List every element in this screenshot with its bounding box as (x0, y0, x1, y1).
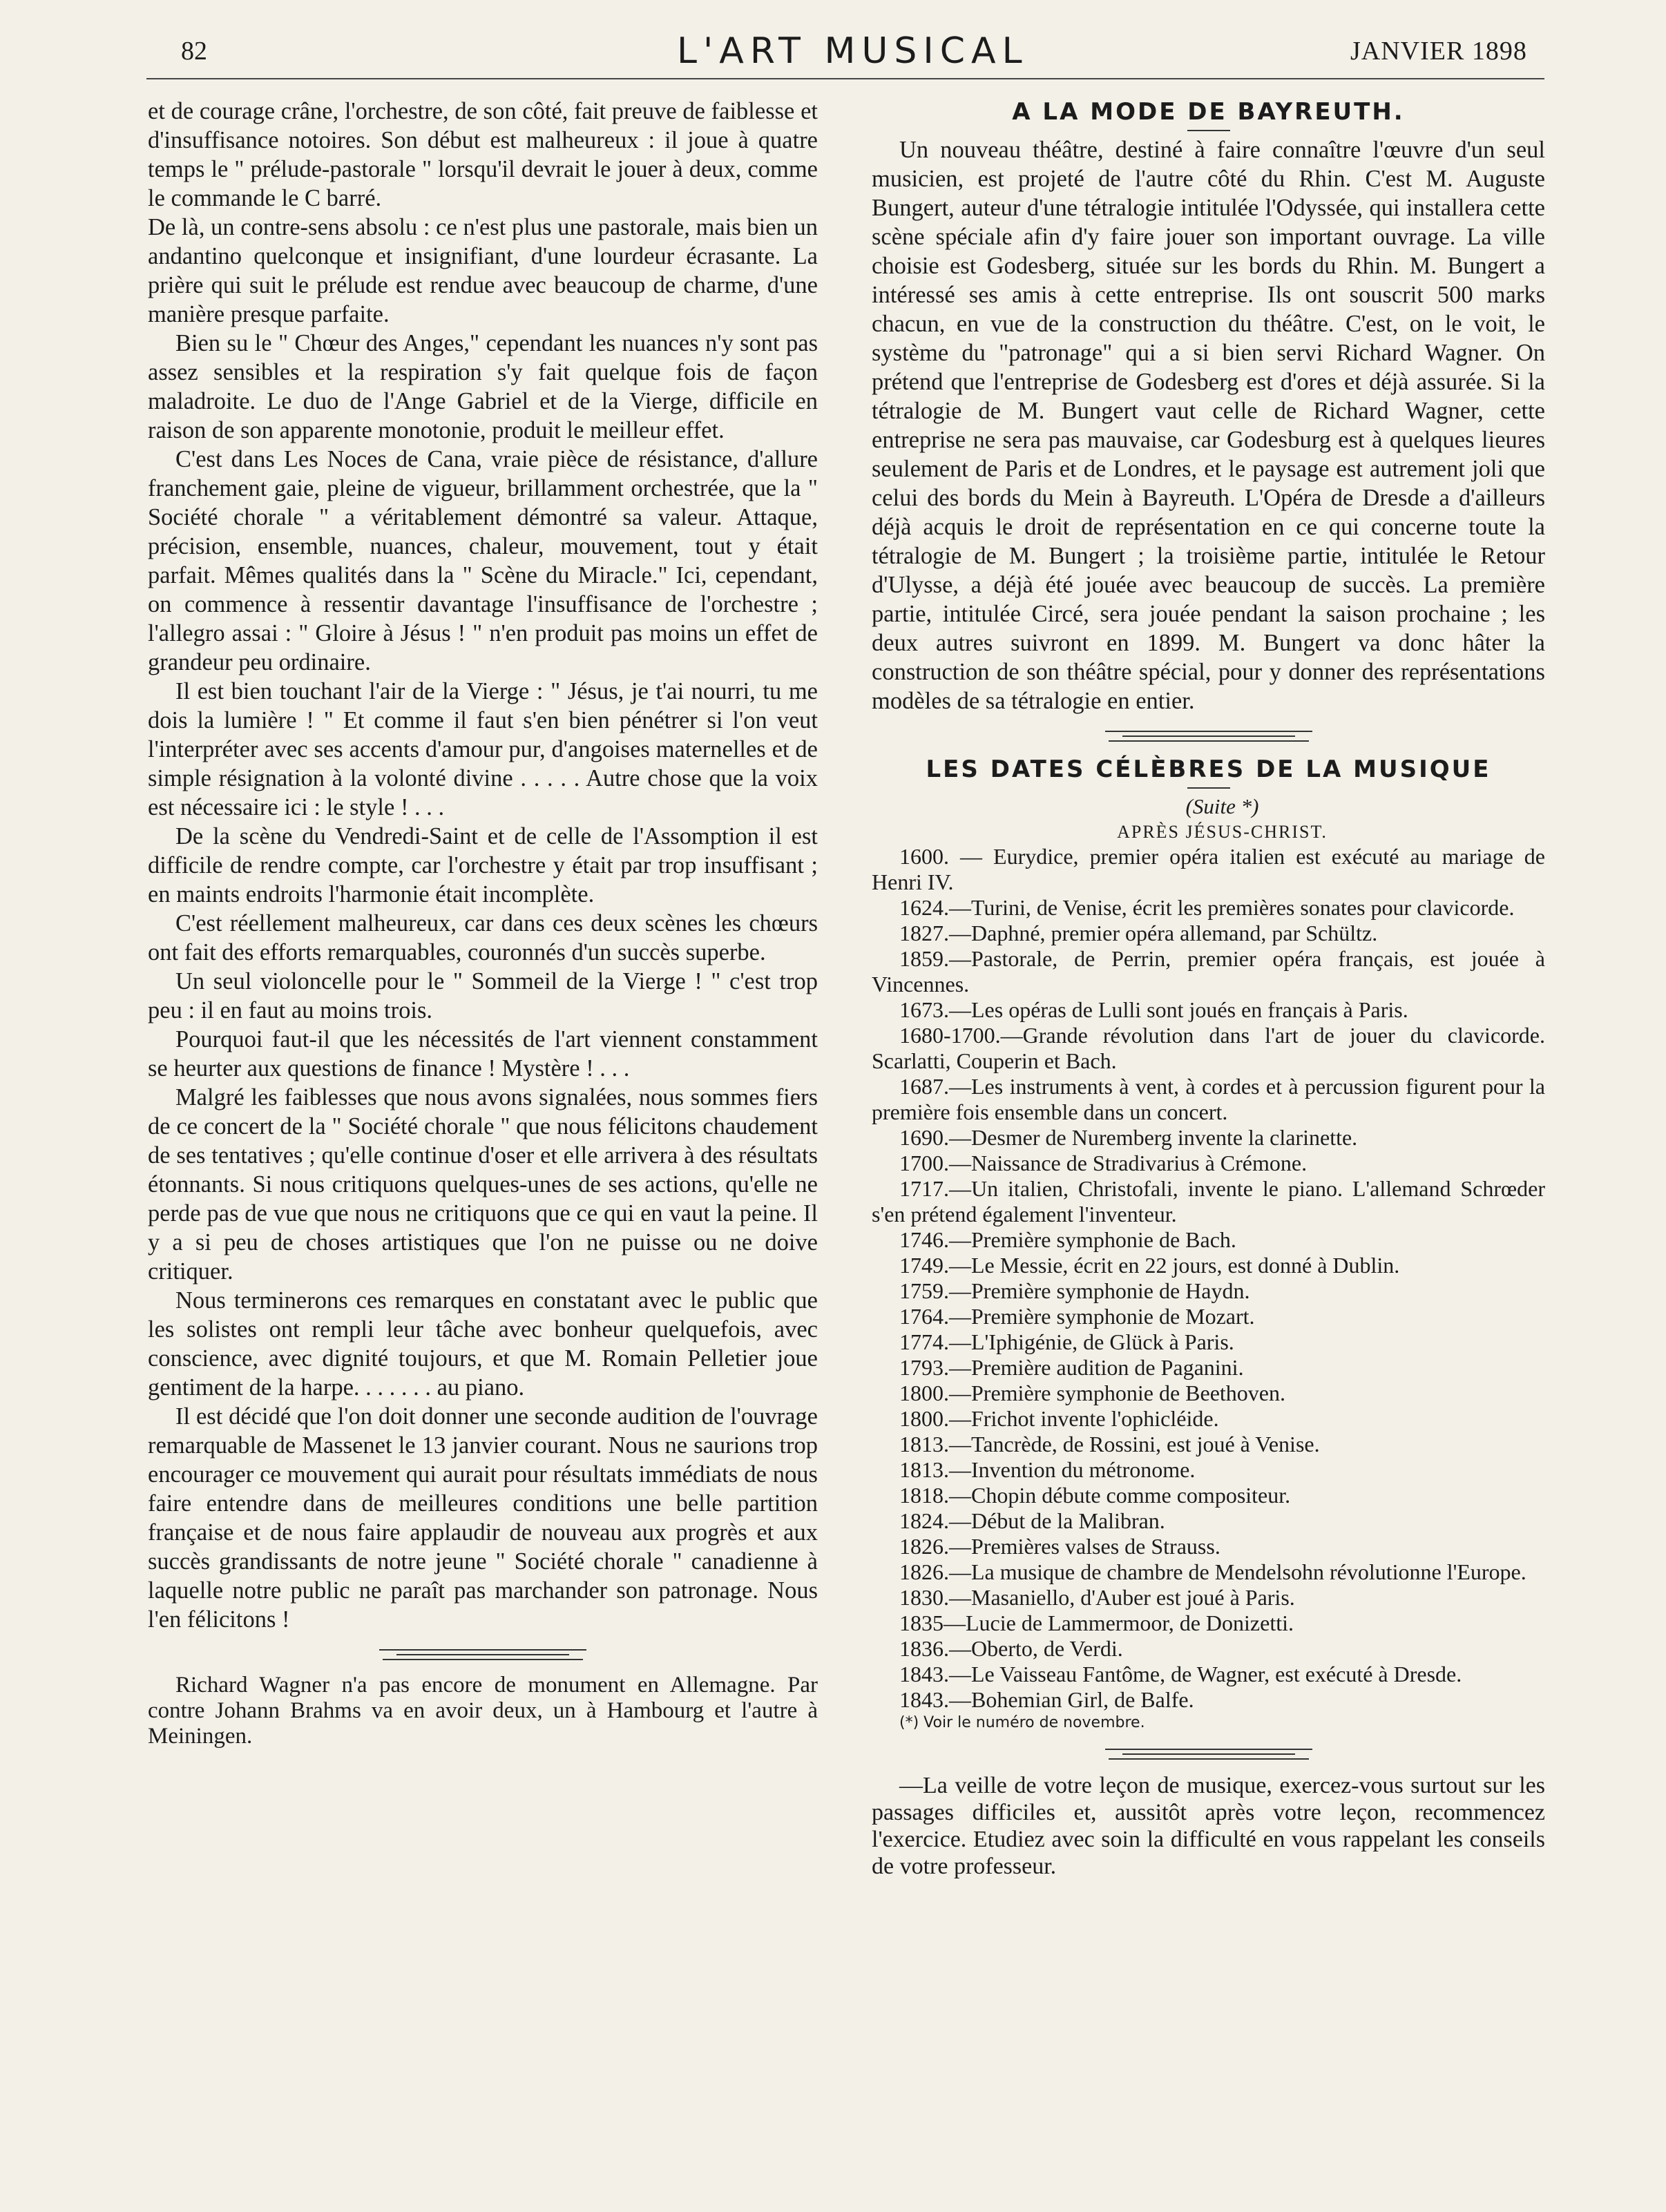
suite-note: (Suite *) (1185, 794, 1259, 818)
date-entry: 1835—Lucie de Lammermoor, de Donizetti. (899, 1610, 1294, 1635)
date-entry: 1800.—Première symphonie de Beethoven. (899, 1381, 1285, 1405)
date-entry: 1717.—Un italien, Christofali, invente le piano. L'allemand Schrœder s'en prétend également l'inventeur. (872, 1176, 1545, 1227)
date-entry: 1818.—Chopin débute comme compositeur. (899, 1483, 1291, 1508)
paragraph: C'est réellement malheureux, car dans ces deux scènes les chœurs ont fait des efforts remarquables, couronnés d'un succès superbe. (148, 910, 818, 965)
left-column (148, 97, 818, 1749)
paragraph: Un seul violoncelle pour le " Sommeil de la Vierge ! " c'est trop peu : il en faut au moins trois. (148, 968, 818, 1023)
date-entry: 1827.—Daphné, premier opéra allemand, par Schültz. (899, 921, 1378, 945)
date-entry: 1859.—Pastorale, de Perrin, premier opéra français, est jouée à Vincennes. (872, 946, 1545, 997)
page-header (0, 0, 1666, 76)
paragraph: Pourquoi faut-il que les nécessités de l'art viennent constamment se heurter aux questions de finance ! Mystère ! . . . (148, 1026, 818, 1081)
bayreuth-article: Un nouveau théâtre, destiné à faire connaître l'œuvre d'un seul musicien, est projeté de l'autre côté du Rhin. C'est M. Auguste Bungert, auteur d'une tétralogie intitulée l'Odyssée, qui installera cette scène spéciale afin d'y faire jouer son important ouvrage. La ville choisie est Godesberg, située sur les bords du Rhin. M. Bungert a intéressé ses amis à cette entreprise. Ils ont souscrit 500 marks chacun, en vue de la construction du théâtre. C'est, on le voit, le système du "patronage" qui a si bien servi Richard Wagner. On prétend que l'entreprise de Godesberg est d'ores et déjà assurée. Si la tétralogie de M. Bungert vaut celle de Richard Wagner, cette entreprise ne sera pas mauvaise, car Godesburg est à quelques lieures seulement de Paris et de Londres, et le paysage est autrement joli que celui des bords du Mein à Bayreuth. L'Opéra de Dresde a d'ailleurs déjà acquis le droit de représentation en ce qui concerne toute la tétralogie de M. Bungert ; la troisième partie, intitulée le Retour d'Ulysse, a déjà été jouée avec beaucoup de succès. La première partie, intitulée Circé, sera jouée pendant la saison prochaine ; les deux autres suivront en 1899. M. Bungert va donc hâter la construction de son théâtre spécial, pour y donner des représentations modèles de sa tétralogie en entier. (872, 137, 1545, 714)
paragraph: et de courage crâne, l'orchestre, de son côté, fait preuve de faiblesse et d'insuffisance notoires. Son début est malheureux : il joue à quatre temps le " prélude-pastorale " lorsqu'il devrait le jouer à deux, comme le commande le C barré. (148, 98, 818, 211)
header-rule (146, 78, 1544, 79)
date-entry: 1843.—Bohemian Girl, de Balfe. (899, 1687, 1194, 1712)
date-entry: 1813.—Tancrède, de Rossini, est joué à Venise. (899, 1432, 1320, 1456)
paragraph: Il est bien touchant l'air de la Vierge : " Jésus, je t'ai nourri, tu me dois la lumière ! " Et comme il faut s'en bien pénétrer si l'on veut l'interpréter avec ses accents d'amour pur, d'angoises maternelles et de simple résignation à la volonté divine . . . . . Autre chose que la voix est nécessaire ici : le style ! . . . (148, 678, 818, 820)
paragraph: Malgré les faiblesses que nous avons signalées, nous sommes fiers de ce concert de la " Société chorale " que nous félicitons chaudement de ses tentatives ; qu'elle continue d'oser et elle arrivera à des résultats étonnants. Si nous critiquons quelques-unes de ses actions, qu'elle ne perde pas de vue que nous ne critiquons que ce qui en vaut la peine. Il y a si peu de choses artistiques que l'on ne puisse ou ne doive critiquer. (148, 1084, 818, 1285)
date-entry: 1800.—Frichot invente l'ophicléide. (899, 1406, 1219, 1431)
bayreuth-title: A LA MODE DE BAYREUTH. (1012, 98, 1405, 126)
paragraph: De là, un contre-sens absolu : ce n'est plus une pastorale, mais bien un andantino quelconque et insignifiant, d'une lourdeur écrasante. La prière qui suit le prélude est rendue avec beaucoup de charme, d'une manière presque parfaite. (148, 214, 818, 327)
date-entry: 1826.—La musique de chambre de Mendelsohn révolutionne l'Europe. (899, 1559, 1526, 1584)
practice-advice-note: —La veille de votre leçon de musique, exercez-vous surtout sur les passages difficiles et, aussitôt après votre leçon, recommencez l'exercice. Etudiez avec soin la difficulté en vous rappelant les conseils de votre professeur. (872, 1773, 1545, 1879)
date-entry: 1826.—Premières valses de Strauss. (899, 1534, 1220, 1559)
date-entry: 1824.—Début de la Malibran. (899, 1508, 1165, 1533)
date-entry: 1624.—Turini, de Venise, écrit les premières sonates pour clavicorde. (899, 895, 1515, 920)
paragraph: Nous terminerons ces remarques en constatant avec le public que les solistes ont rempli leur tâche avec bonheur quelquefois, avec conscience, avec dignité toujours, et que M. Romain Pelletier joue gentiment de la harpe. . . . . . . au piano. (148, 1287, 818, 1401)
issue-date: JANVIER 1898 (1350, 37, 1527, 66)
ornamental-rule (1105, 1749, 1312, 1760)
dates-subtitle: APRÈS JÉSUS-CHRIST. (1117, 822, 1328, 842)
journal-title: L'ART MUSICAL (677, 30, 1028, 72)
date-entry: 1759.—Première symphonie de Haydn. (899, 1278, 1250, 1303)
right-column (872, 97, 1545, 1880)
paragraph: Bien su le " Chœur des Anges," cependant les nuances n'y sont pas assez sensibles et la respiration s'y fait quelque fois de façon maladroite. Le duo de l'Ange Gabriel et de la Vierge, difficile en raison de son apparente monotonie, produit le meilleur effet. (148, 330, 818, 443)
title-rule (1187, 130, 1230, 131)
date-entry: 1746.—Première symphonie de Bach. (899, 1227, 1236, 1252)
dates-list (872, 844, 1545, 1713)
date-entry: 1673.—Les opéras de Lulli sont joués en français à Paris. (899, 997, 1408, 1022)
dates-title: LES DATES CÉLÈBRES DE LA MUSIQUE (926, 756, 1491, 783)
wagner-brahms-note: Richard Wagner n'a pas encore de monument en Allemagne. Par contre Johann Brahms va en avoir deux, un à Hambourg et l'autre à Meiningen. (148, 1673, 818, 1749)
date-entry: 1700.—Naissance de Stradivarius à Crémone. (899, 1151, 1308, 1175)
date-entry: 1813.—Invention du métronome. (899, 1457, 1196, 1482)
date-entry: 1764.—Première symphonie de Mozart. (899, 1304, 1255, 1329)
date-entry: 1843.—Le Vaisseau Fantôme, de Wagner, est exécuté à Dresde. (899, 1662, 1462, 1686)
date-entry: 1793.—Première audition de Paganini. (899, 1355, 1244, 1380)
date-entry: 1830.—Masaniello, d'Auber est joué à Paris. (899, 1585, 1295, 1610)
date-entry: 1680-1700.—Grande révolution dans l'art de jouer du clavicorde. Scarlatti, Couperin et Bach. (872, 1023, 1545, 1073)
footnote: (*) Voir le numéro de novembre. (899, 1714, 1145, 1731)
ornamental-rule (379, 1649, 586, 1660)
date-entry: 1749.—Le Messie, écrit en 22 jours, est donné à Dublin. (899, 1253, 1400, 1278)
paragraph: De la scène du Vendredi-Saint et de celle de l'Assomption il est difficile de rendre compte, car l'orchestre y était par trop insuffisant ; en maints endroits l'harmonie était incomplète. (148, 823, 818, 907)
title-rule (1187, 787, 1230, 789)
ornamental-rule (1105, 731, 1312, 742)
page-number: 82 (181, 37, 207, 66)
date-entry: 1836.—Oberto, de Verdi. (899, 1636, 1123, 1661)
paragraph: Il est décidé que l'on doit donner une seconde audition de l'ouvrage remarquable de Massenet le 13 janvier courant. Nous ne saurions trop encourager ce mouvement qui aurait pour résultats immédiats de nous faire entendre dans de meilleures conditions une belle partition française et de nous faire applaudir de nouveau aux progrès et aux succès grandissants de notre jeune " Société chorale " canadienne à laquelle notre public ne paraît pas marchander son patronage. Nous l'en félicitons ! (148, 1403, 818, 1633)
date-entry: 1600. — Eurydice, premier opéra italien est exécuté au mariage de Henri IV. (872, 844, 1545, 894)
date-entry: 1774.—L'Iphigénie, de Glück à Paris. (899, 1329, 1234, 1354)
date-entry: 1690.—Desmer de Nuremberg invente la clarinette. (899, 1125, 1358, 1150)
date-entry: 1687.—Les instruments à vent, à cordes et à percussion figurent pour la première fois ensemble dans un concert. (872, 1074, 1545, 1124)
paragraph: C'est dans Les Noces de Cana, vraie pièce de résistance, d'allure franchement gaie, pleine de vigueur, brillamment orchestrée, que la " Société chorale " a véritablement démontré sa valeur. Attaque, précision, ensemble, nuances, chaleur, mouvement, tout y était parfait. Mêmes qualités dans la " Scène du Miracle." Ici, cependant, on commence à ressentir davantage l'insuffisance de l'orchestre ; l'allegro assai : " Gloire à Jésus ! " n'en produit pas moins un effet de grandeur peu ordinaire. (148, 446, 818, 675)
